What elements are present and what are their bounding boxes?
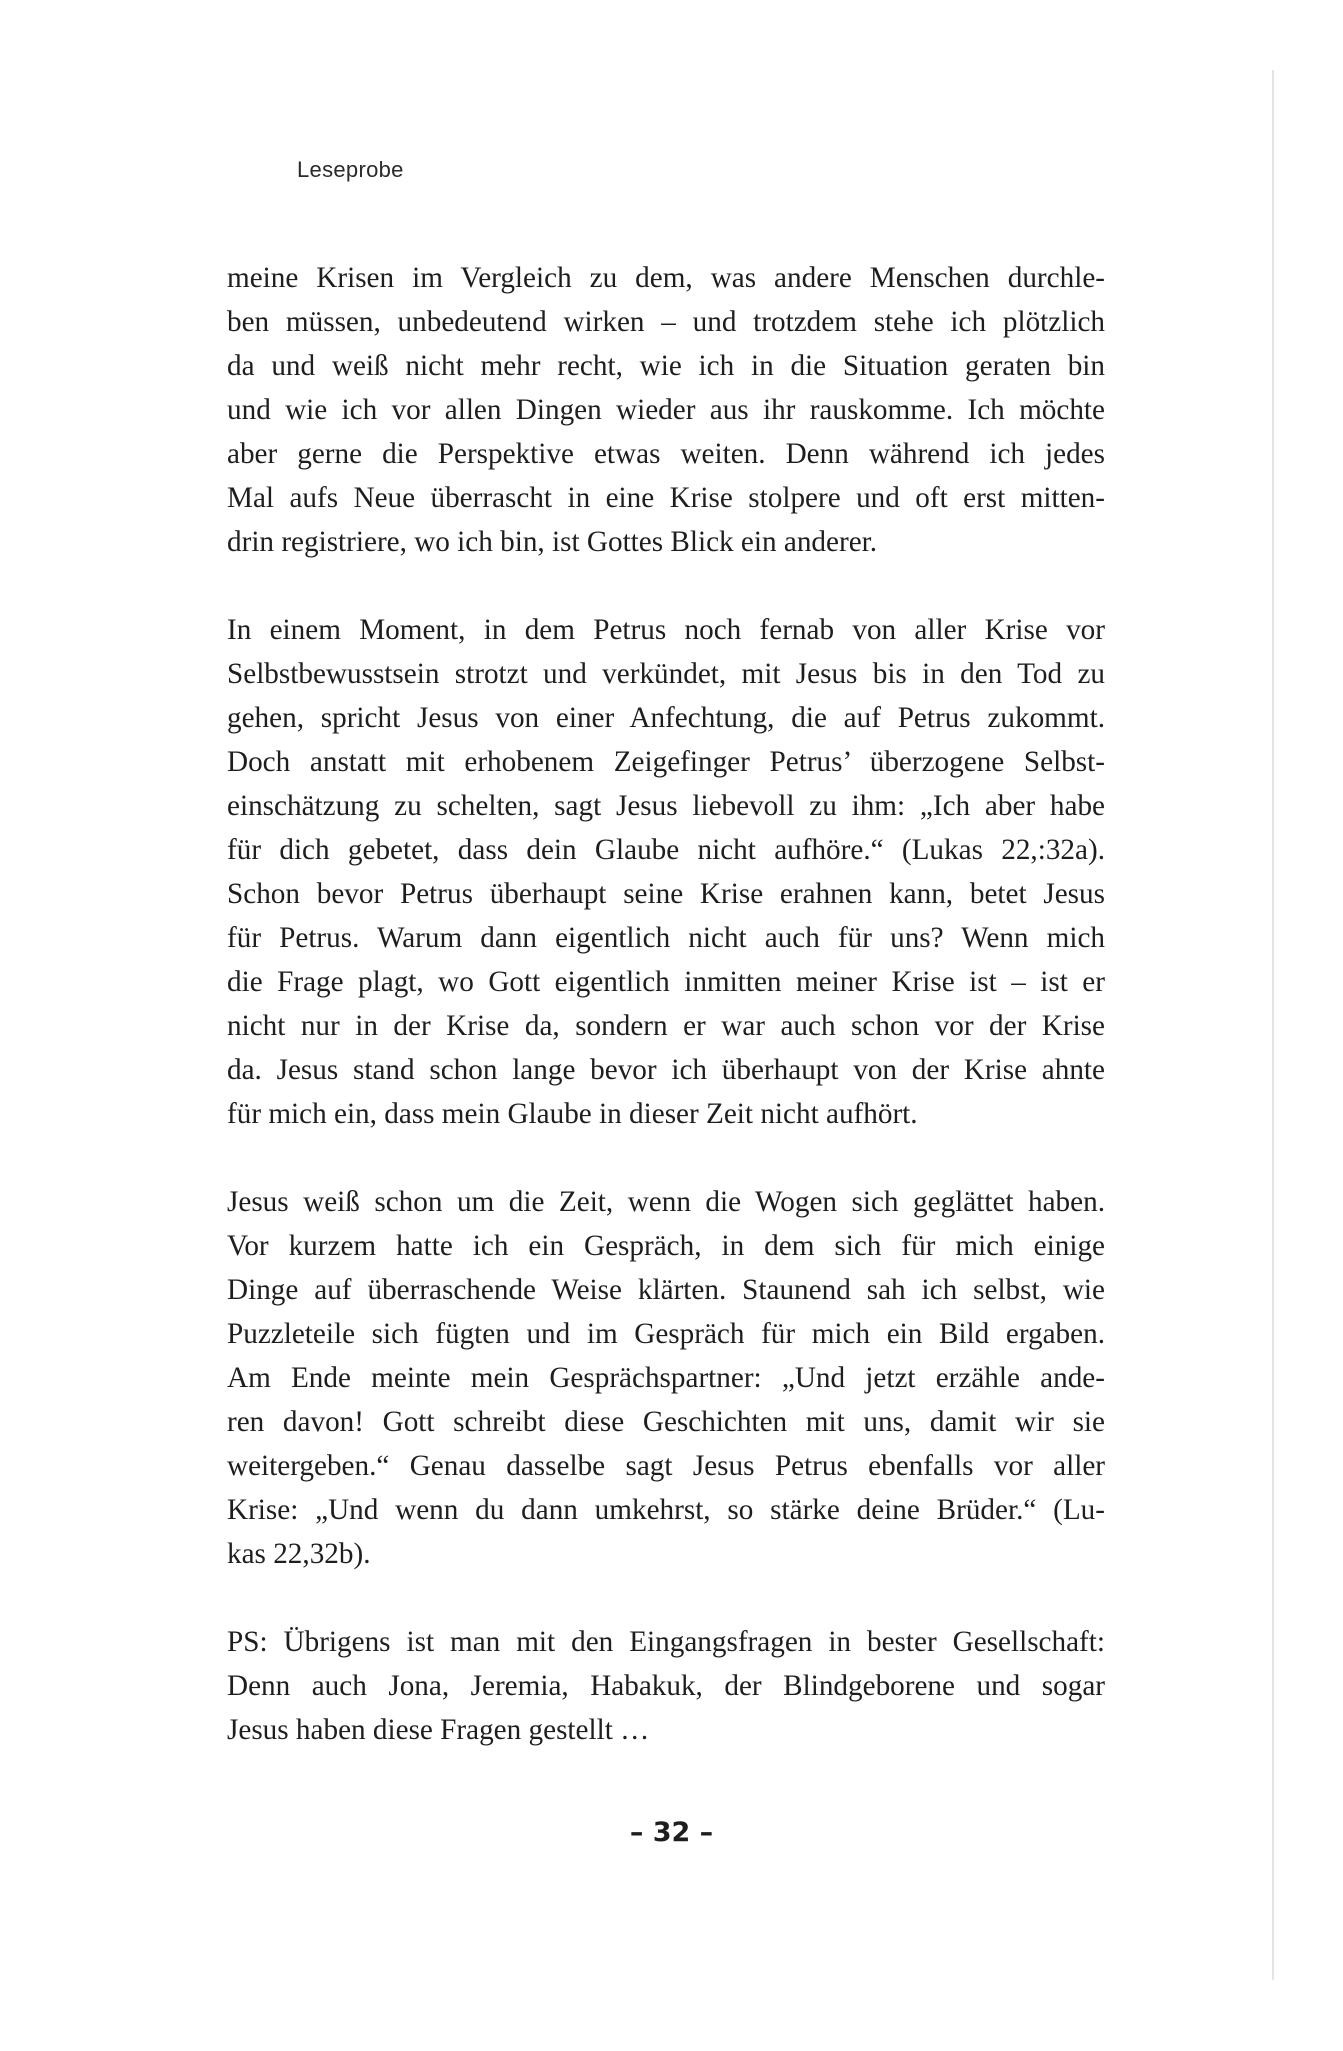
text-line: und wie ich vor allen Dingen wieder aus ihr rauskomme. Ich möchte [227,394,1105,426]
text-line: für mich ein, dass mein Glaube in dieser Zeit nicht aufhört. [227,1098,918,1130]
text-line: ren davon! Gott schreibt diese Geschichten mit uns, damit wir sie [227,1406,1105,1438]
text-line: PS: Übrigens ist man mit den Eingangsfragen in bester Gesellschaft: [227,1626,1105,1658]
text-line: Krise: „Und wenn du dann umkehrst, so stärke deine Brüder.“ (Lu- [227,1494,1105,1526]
running-header: Leseprobe [297,157,404,182]
text-line: weitergeben.“ Genau dasselbe sagt Jesus Petrus ebenfalls vor aller [227,1450,1105,1482]
text-line: Schon bevor Petrus überhaupt seine Krise erahnen kann, betet Jesus [227,878,1105,910]
page-number: – 32 – [629,1817,714,1848]
text-line: drin registriere, wo ich bin, ist Gottes Blick ein anderer. [227,526,878,558]
text-line: Jesus haben diese Fragen gestellt … [227,1714,650,1746]
paragraph [227,1620,1105,1752]
text-line: da. Jesus stand schon lange bevor ich überhaupt von der Krise ahnte [227,1054,1105,1086]
text-line: da und weiß nicht mehr recht, wie ich in die Situation geraten bin [227,350,1105,382]
text-line: ben müssen, unbedeutend wirken – und trotzdem stehe ich plötzlich [227,306,1105,338]
text-line: kas 22,32b). [227,1538,371,1570]
text-line: Jesus weiß schon um die Zeit, wenn die Wogen sich geglättet haben. [227,1186,1105,1218]
text-line: Doch anstatt mit erhobenem Zeigefinger Petrus’ überzogene Selbst- [227,746,1105,778]
paragraph [227,1180,1105,1576]
text-line: aber gerne die Perspektive etwas weiten. Denn während ich jedes [227,438,1105,470]
text-line: Selbstbewusstsein strotzt und verkündet, mit Jesus bis in den Tod zu [227,658,1105,690]
body-text [227,256,1105,1752]
text-line: meine Krisen im Vergleich zu dem, was andere Menschen durchle- [227,262,1105,294]
paragraph [227,256,1105,564]
text-line: gehen, spricht Jesus von einer Anfechtung, die auf Petrus zukommt. [227,702,1105,734]
text-line: für Petrus. Warum dann eigentlich nicht auch für uns? Wenn mich [227,922,1105,954]
text-line: Puzzleteile sich fügten und im Gespräch für mich ein Bild ergaben. [227,1318,1105,1350]
text-line: Mal aufs Neue überrascht in eine Krise stolpere und oft erst mitten- [227,482,1105,514]
text-line: Vor kurzem hatte ich ein Gespräch, in dem sich für mich einige [227,1230,1105,1262]
paragraph [227,608,1105,1136]
text-line: In einem Moment, in dem Petrus noch fernab von aller Krise vor [227,614,1105,646]
text-line: Dinge auf überraschende Weise klärten. Staunend sah ich selbst, wie [227,1274,1105,1306]
text-line: nicht nur in der Krise da, sondern er war auch schon vor der Krise [227,1010,1105,1042]
text-line: für dich gebetet, dass dein Glaube nicht aufhöre.“ (Lukas 22,:32a). [227,834,1105,866]
page-edge-rule [1272,70,1274,1980]
text-line: Denn auch Jona, Jeremia, Habakuk, der Blindgeborene und sogar [227,1670,1105,1702]
text-line: die Frage plagt, wo Gott eigentlich inmitten meiner Krise ist – ist er [227,966,1105,998]
text-line: Am Ende meinte mein Gesprächspartner: „Und jetzt erzähle ande- [227,1362,1105,1394]
text-line: einschätzung zu schelten, sagt Jesus liebevoll zu ihm: „Ich aber habe [227,790,1105,822]
